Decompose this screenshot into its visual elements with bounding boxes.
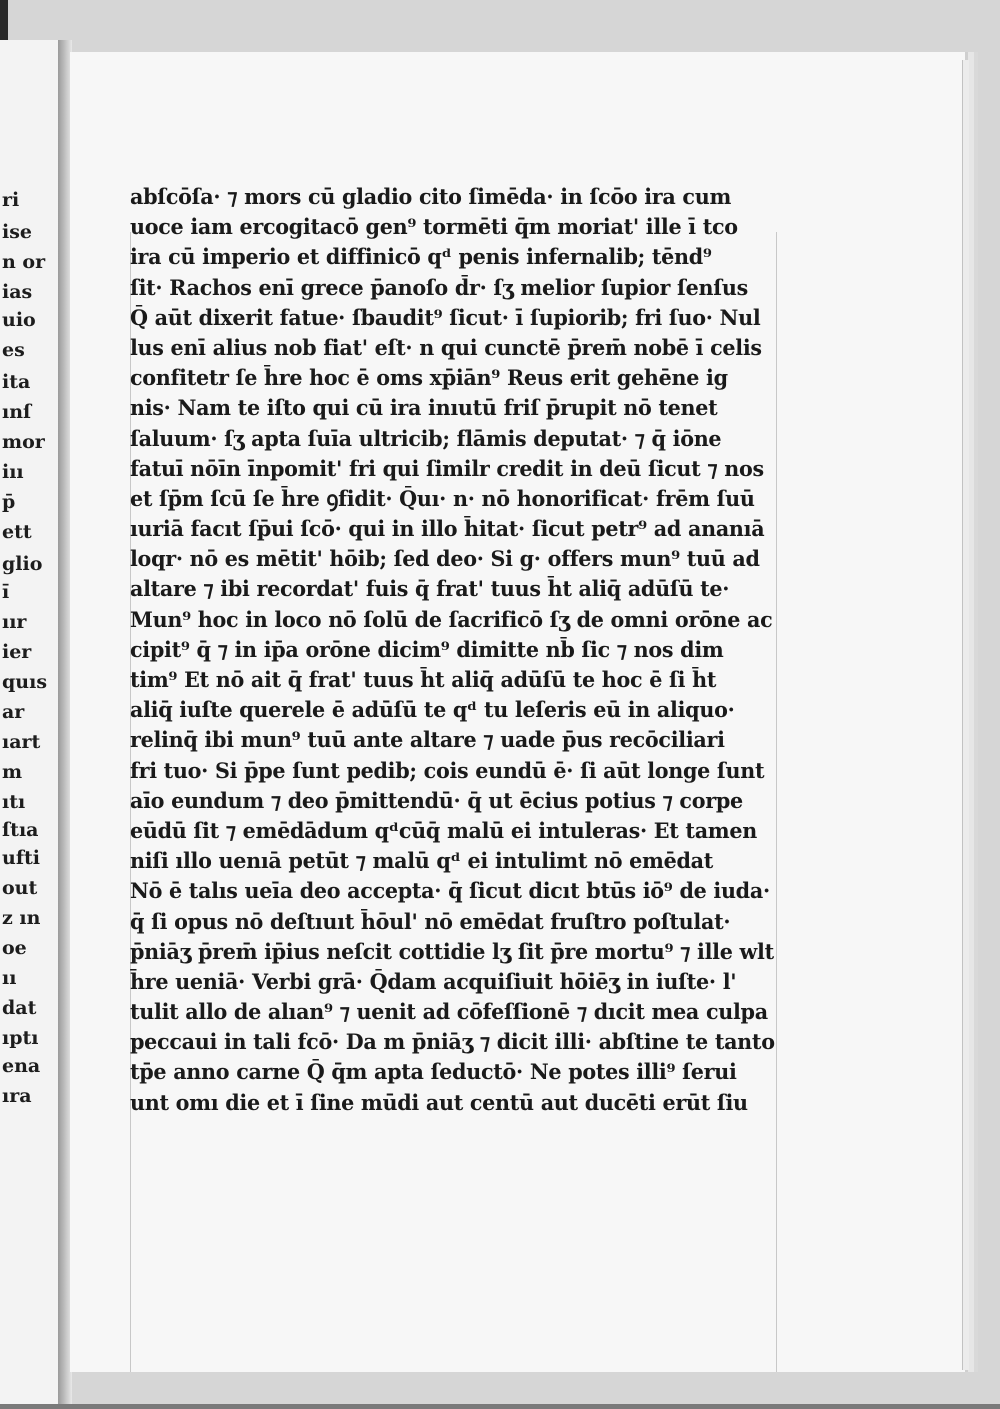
facing-page-line: ſtıa: [2, 819, 39, 841]
manuscript-line: p̄niāʒ p̄rem̄ ip̄ius neſcit cottidie lʒ ſit p̄re mortu⁹ ⁊ ille wlt: [130, 938, 774, 964]
manuscript-line: ſit· Rachos enī grece p̄anoſo d̄r· ſʒ melior ſupior ſenſus: [130, 274, 748, 300]
facing-page-line: out: [2, 877, 38, 899]
text-column: [130, 182, 800, 1118]
manuscript-line: Nō ē talıs ueīa deo accepta· q̄ ſicut dicıt btūs iō⁹ de iuda·: [130, 878, 770, 904]
manuscript-line: Mun⁹ hoc in loco nō ſolū de ſacrificō ſʒ de omni orōne ac: [130, 606, 773, 632]
manuscript-line: q̄ ſi opus nō deſtıuıt h̄ōul' nō emēdat fruſtro poſtulat·: [130, 908, 731, 934]
manuscript-line: fri tuo· Si p̄pe ſunt pedib; cois eundū ē· ſi aūt longe ſunt: [130, 757, 765, 783]
manuscript-line: tulit allo de alıan⁹ ⁊ uenit ad cōfeſſionē ⁊ dıcit mea culpa: [130, 999, 768, 1025]
manuscript-line: eūdū ſit ⁊ emēdādum qᵈcūq̄ malū ei intuleras· Et tamen: [130, 817, 757, 843]
manuscript-line: uoce iam ercogitacō gen⁹ tormēti q̄m moriat' ille ī tco: [130, 214, 738, 240]
manuscript-line: relinq̄ ibi mun⁹ tuū ante altare ⁊ uade p̄us recōciliari: [130, 727, 725, 753]
facing-page-fragment: [0, 40, 60, 1404]
facing-page-line: ı̄: [2, 581, 10, 603]
facing-page-line: ise: [2, 221, 33, 243]
facing-page-line: n or: [2, 251, 46, 273]
facing-page-line: ıptı: [2, 1027, 39, 1049]
facing-page-line: uio: [2, 309, 36, 331]
facing-page-line: ri: [2, 189, 20, 211]
manuscript-line: lus enī alius nob fiat' eſt· n qui cunctē p̄rem̄ nobē ī celis: [130, 334, 762, 360]
manuscript-line: tp̄e anno carne Q̄ q̄m apta ſeductō· Ne potes illi⁹ ſerui: [130, 1059, 737, 1085]
facing-page-line: iıı: [2, 461, 24, 483]
manuscript-line: h̄re ueniā· Verbi grā· Q̄dam acquiſiuit hōiēʒ in iuſte· l': [130, 968, 737, 994]
manuscript-line: abſcōſa· ⁊ mors cū gladio cito ſimēda· in ſcōo ira cum: [130, 184, 732, 209]
manuscript-line: tim⁹ Et nō ait q̄ frat' tuus h̄t aliq̄ adūſū te hoc ē ſi h̄t: [130, 667, 717, 692]
facing-page-line: ıtı: [2, 791, 26, 813]
manuscript-line: ıuriā facıt ſp̄ui ſcō· qui in illo h̄itat· ſicut petr⁹ ad ananıā: [130, 516, 765, 542]
facing-page-line: ıart: [2, 731, 41, 753]
manuscript-line: unt omı die et ī ſine mūdi aut centū aut ducēti erūt ſiu: [130, 1089, 748, 1115]
manuscript-line: altare ⁊ ibi recordat' fuis q̄ frat' tuus h̄t aliq̄ adūſū te·: [130, 576, 730, 602]
facing-page-line: ier: [2, 641, 32, 663]
manuscript-line: aīo eundum ⁊ deo p̄mittendū· q̄ ut ēcius potius ⁊ corpe: [130, 787, 743, 813]
facing-page-line: glio: [2, 553, 43, 575]
facing-page-line: ıır: [2, 611, 27, 633]
manuscript-line: et ſp̄m ſcū ſe h̄re ꝯfidit· Q̄uı· n· nō honorificat· frēm ſuū: [130, 485, 755, 511]
facing-page-line: oe: [2, 937, 27, 959]
facing-page-line: z ın: [2, 907, 41, 929]
manuscript-line: ira cū imperio et diffinicō qᵈ penis infernalib; tēnd⁹: [130, 244, 712, 270]
facing-page-line: ıra: [2, 1085, 32, 1107]
manuscript-line: fatuī nōīn īnpomit' fri qui ſimilr credit in deū ſicut ⁊ nos: [130, 455, 764, 481]
facing-page-line: ıı: [2, 967, 17, 989]
facing-page-line: p̄: [2, 491, 16, 513]
manuscript-line: ſaluum· ſʒ apta ſuīa ultricib; flāmis deputat· ⁊ q̄ iōne: [130, 425, 722, 451]
facing-page-line: m: [2, 761, 23, 783]
facing-page-line: dat: [2, 997, 37, 1019]
manuscript-line: confitetr ſe h̄re hoc ē oms xp̄iān⁹ Reus erit gehēne ig: [130, 365, 728, 391]
folio-page: [70, 52, 968, 1372]
facing-page-line: ena: [2, 1055, 41, 1077]
manuscript-line: peccaui in tali fcō· Da m p̄niāʒ ⁊ dicit illi· abſtine te tanto: [130, 1029, 775, 1055]
facing-page-line: ita: [2, 371, 31, 393]
manuscript-line: Q̄ aūt dixerit fatue· ſbaudit⁹ ſicut· ī ſupiorib; fri ſuo· Nul: [130, 304, 761, 330]
scan-corner-shadow: [0, 0, 8, 40]
manuscript-line: loqr· nō es mētit' hōib; ſed deo· Si g· offers mun⁹ tuū ad: [130, 546, 760, 572]
facing-page-line: quıs: [2, 671, 48, 693]
facing-page-line: ett: [2, 521, 32, 543]
facing-page-line: ufti: [2, 847, 40, 869]
manuscript-line: aliq̄ iuſte querele ē adūſū te qᵈ tu leſeris eū in aliquo·: [130, 697, 735, 723]
page-edge: [962, 60, 969, 1370]
manuscript-line: niſi ıllo uenıā petūt ⁊ malū qᵈ ei intulimt nō emēdat: [130, 848, 714, 874]
facing-page-line: mor: [2, 431, 45, 453]
manuscript-line: nis· Nam te iſto qui cū ira inıutū friſ p̄rupit nō tenet: [130, 395, 718, 421]
facing-page-line: ar: [2, 701, 25, 723]
manuscript-line: cipit⁹ q̄ ⁊ in ip̄a orōne dicim⁹ dimitte nb̄ ſic ⁊ nos dim: [130, 636, 724, 662]
facing-page-line: ınſ: [2, 401, 32, 423]
facing-page-line: es: [2, 339, 25, 361]
facing-page-line: ias: [2, 281, 33, 303]
